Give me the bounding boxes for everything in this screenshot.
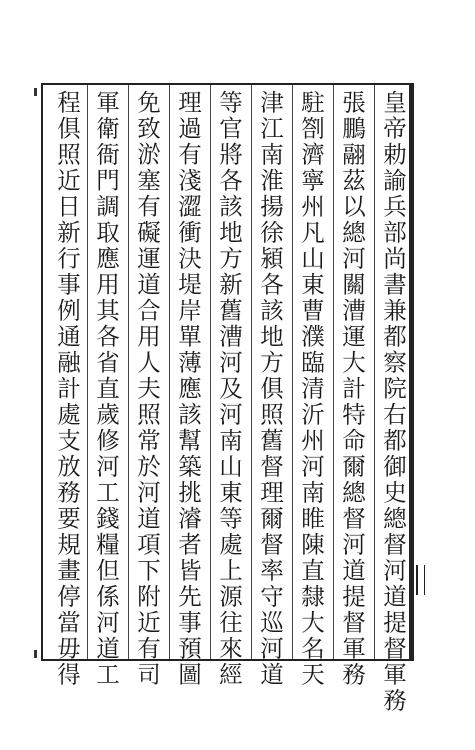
- text-column: 軍衛衙門調取應用其各省直歲修河工錢糧但係河道工: [92, 90, 120, 688]
- text-column: 駐劄濟寧州凡山東曹濮臨清沂州河南睢陳直隸大名天: [297, 90, 325, 688]
- text-column: 程俱照近日新行事例通融計處支放務要規畫停當毋得: [53, 90, 81, 688]
- frame-tick-top: [34, 88, 37, 96]
- outer-edge-rule: [411, 83, 414, 661]
- text-column: 津江南淮揚徐潁各該地方俱照舊督理爾督率守巡河道: [256, 90, 284, 688]
- text-column: 皇帝勅諭兵部尚書兼都察院右都御史總督河道提督軍務: [379, 90, 407, 714]
- column-rule: [333, 85, 334, 659]
- column-rule: [251, 85, 252, 659]
- margin-mark: [416, 565, 425, 595]
- text-column: 理過有淺澀衝決堤岸單薄應該幫築挑濬者皆先事預圖: [174, 90, 202, 688]
- column-rule: [128, 85, 129, 659]
- column-rule: [210, 85, 211, 659]
- column-rule: [292, 85, 293, 659]
- text-column: 張鵬翮茲以總河關漕運大計特命爾總督河道提督軍務: [338, 90, 366, 688]
- column-rule: [169, 85, 170, 659]
- text-column: 等官將各該地方新舊漕河及河南山東等處上源往來經: [215, 90, 243, 688]
- frame-tick-bottom: [34, 650, 37, 658]
- column-rule: [87, 85, 88, 659]
- text-column: 免致淤塞有礙運道合用人夫照常於河道項下附近有司: [133, 90, 161, 688]
- column-rule: [374, 85, 375, 659]
